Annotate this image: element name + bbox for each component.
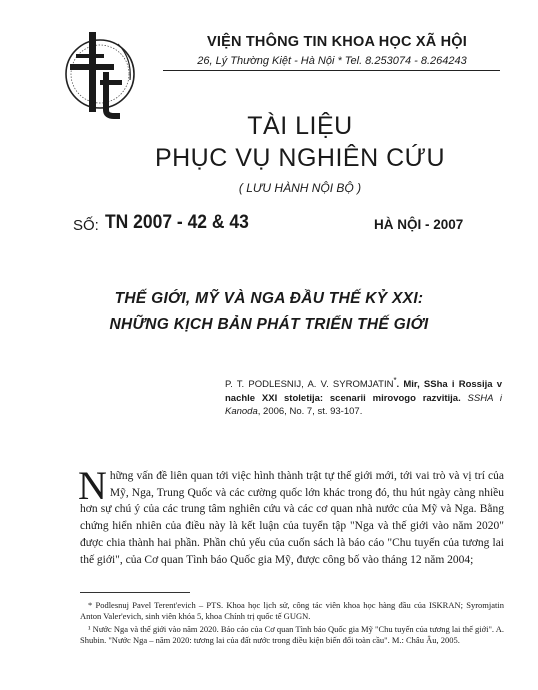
article-title-line2: NHỮNG KỊCH BẢN PHÁT TRIỂN THẾ GIỚI bbox=[109, 316, 429, 333]
citation-journal: SSHA i Kanoda bbox=[225, 392, 502, 417]
publication-title-line2: PHỤC VỤ NGHIÊN CỨU bbox=[154, 144, 446, 172]
institute-logo bbox=[58, 24, 144, 124]
footnote-source: ¹ Nước Nga và thế giới vào năm 2020. Báo cáo của Cơ quan Tình báo Quốc gia Mỹ "Chu tuyến của tương lai thế giới". A. Shubin. "Nước Nga – năm 2020: tương lai của đất nước trong điều kiện biến đổi toàn cầu". M.: Châu Âu, 2005. bbox=[80, 624, 504, 645]
publication-title-line1: TÀI LIỆU bbox=[247, 112, 353, 140]
footnote-divider bbox=[80, 592, 190, 593]
citation-authors: P. T. PODLESNIJ, A. V. SYROMJATIN bbox=[225, 379, 394, 391]
citation-details: , 2006, No. 7, st. 93-107. bbox=[257, 405, 363, 417]
circulation-note: ( LƯU HÀNH NỘI BỘ ) bbox=[238, 181, 362, 195]
footnotes bbox=[80, 600, 504, 648]
issue-number: TN 2007 - 42 & 43 bbox=[105, 212, 249, 233]
source-citation bbox=[225, 374, 502, 418]
article-title-line1: THẾ GIỚI, MỸ VÀ NGA ĐẦU THẾ KỶ XXI: bbox=[114, 290, 424, 307]
institute-name: VIỆN THÔNG TIN KHOA HỌC XÃ HỘI bbox=[206, 34, 468, 50]
institute-address: 26, Lý Thường Kiệt - Hà Nội * Tel. 8.253074 - 8.264243 bbox=[197, 55, 467, 67]
header-divider bbox=[163, 70, 500, 71]
place-date: HÀ NỘI - 2007 bbox=[374, 217, 464, 232]
article-body bbox=[78, 463, 504, 568]
citation-footnote-mark: * bbox=[393, 376, 397, 385]
footnote-author: * Podlesnuj Pavel Terent'evich – PTS. Khoa học lịch sử, công tác viên khoa học hàng đầu của ISKRAN; Syromjatin Anton Valer'evich, sinh viên khóa 5, khoa Chính trị quốc tế GUGN. bbox=[80, 600, 504, 621]
drop-cap: N bbox=[78, 463, 107, 508]
citation-title: . Mir, SSha i Rossija v nachle XXI stoletija: scenarii mirovogo razvitija. bbox=[225, 379, 502, 404]
issue-number-label: SỐ: bbox=[73, 217, 99, 234]
body-paragraph: hững vấn đề liên quan tới việc hình thành trật tự thế giới mới, tới vai trò và vị trí của Mỹ, Nga, Trung Quốc và các cường quốc lớn khác trong đó, thu hút ngày càng nhiều hơn sự chú ý của các trung tâm nghiên cứu và các cơ quan nhà nước của Mỹ và Nga. Bằng chứng hiển nhiên của điều này là kết luận của tuyển tập "Nga và thế giới vào năm 2020" được chia thành hai phần. Phần chủ yếu của cuốn sách là báo cáo "Chu tuyến của tương lai thế giới", của Cơ quan Tình báo Quốc gia Mỹ, được công bố vào tháng 12 năm 2004; bbox=[80, 470, 504, 566]
